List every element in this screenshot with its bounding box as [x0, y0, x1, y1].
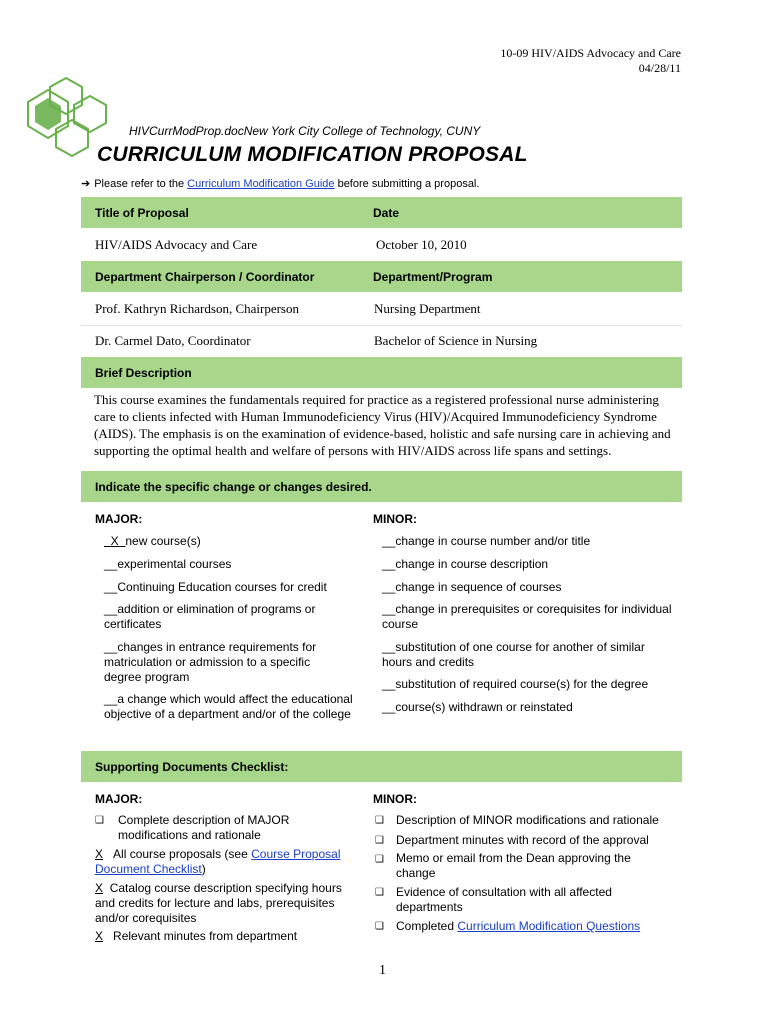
- date-line: 04/28/11: [638, 61, 681, 75]
- minor-doc-description: Description of MINOR modifications and rationale: [396, 813, 659, 827]
- minor-change-sequence[interactable]: __change in sequence of courses: [382, 580, 562, 594]
- major-change-entrance[interactable]: __changes in entrance requirements for matriculation or admission to a specific degree program: [104, 640, 317, 684]
- checkbox-icon[interactable]: ❑: [375, 854, 384, 865]
- curriculum-questions-link[interactable]: Curriculum Modification Questions: [457, 919, 641, 933]
- course-proposals-suffix: ): [201, 862, 206, 876]
- row-divider: [81, 325, 682, 326]
- minor-change-withdrawn[interactable]: __course(s) withdrawn or reinstated: [382, 700, 573, 714]
- supporting-minor-label: MINOR:: [373, 792, 417, 806]
- arrow-right-icon: ➔: [81, 178, 91, 190]
- document-filename-line: HIVCurrModProp.docNew York City College of Technology, CUNY: [129, 124, 481, 138]
- new-course-text: new course(s): [125, 534, 201, 548]
- supporting-docs-label: Supporting Documents Checklist:: [95, 759, 289, 774]
- title-date-header-bar: [81, 197, 682, 228]
- check-mark: X: [95, 847, 104, 861]
- guide-note: [81, 177, 479, 190]
- brief-description-text: This course examines the fundamentals required for practice as a registered professional nurse administering care to clients infected with Human Immunodeficiency Virus (HIV)/Acquired Immunodeficiency Syndrome (AIDS). The emphasis is on the examination of evidence-based, holistic and safe nursing care in achieving and supporting the optimal health and welfare of persons with HIV/AIDS across life spans and settings.: [94, 392, 671, 458]
- curriculum-guide-link[interactable]: Curriculum Modification Guide: [187, 178, 335, 190]
- page-title: CURRICULUM MODIFICATION PROPOSAL: [97, 143, 528, 166]
- checkbox-icon[interactable]: ❑: [95, 815, 104, 826]
- major-change-new-course[interactable]: [104, 534, 354, 549]
- catalog-text: Catalog course description specifying hours and credits for lecture and labs, prerequisites and/or corequisites: [95, 881, 342, 925]
- note-suffix: before submitting a proposal.: [334, 178, 480, 190]
- changes-label: Indicate the specific change or changes desired.: [95, 479, 372, 494]
- checkbox-icon[interactable]: ❑: [375, 887, 384, 898]
- checkbox-icon[interactable]: ❑: [375, 815, 384, 826]
- changes-minor-label: MINOR:: [373, 512, 417, 526]
- supporting-docs-header-bar: [81, 751, 682, 782]
- date-label: Date: [373, 205, 400, 220]
- major-doc-minutes: [95, 929, 365, 944]
- coordinator-value: Dr. Carmel Dato, Coordinator: [95, 333, 251, 348]
- minor-change-description[interactable]: __change in course description: [382, 557, 549, 571]
- brief-description-label: Brief Description: [95, 365, 192, 380]
- course-proposal-checklist-link[interactable]: Course Proposal Document Checklist: [95, 847, 341, 876]
- major-doc-description: Complete description of MAJOR modifications and rationale: [118, 813, 290, 842]
- brief-description-header-bar: [81, 357, 682, 388]
- major-change-programs[interactable]: __addition or elimination of programs or certificates: [104, 602, 316, 631]
- changes-header-bar: [81, 471, 682, 502]
- major-doc-catalog: [95, 881, 365, 926]
- check-mark: X: [95, 929, 104, 943]
- title-of-proposal-label: Title of Proposal: [95, 205, 189, 220]
- minor-doc-consultation: Evidence of consultation with all affected departments: [396, 885, 612, 914]
- major-doc-course-proposals: [95, 847, 365, 877]
- questions-prefix: Completed: [396, 919, 458, 933]
- proposal-title-value: HIV/AIDS Advocacy and Care: [95, 237, 258, 252]
- minor-change-prerequisites[interactable]: __change in prerequisites or corequisites for individual course: [382, 602, 672, 631]
- minor-doc-dean-memo: Memo or email from the Dean approving the change: [396, 851, 631, 880]
- major-change-continuing-ed[interactable]: __Continuing Education courses for credit: [104, 580, 327, 594]
- document-header: [500, 46, 681, 76]
- new-course-mark: X: [110, 534, 119, 548]
- page-number: 1: [379, 963, 386, 978]
- minor-doc-questions: [396, 919, 686, 934]
- minor-change-number-title[interactable]: __change in course number and/or title: [382, 534, 591, 548]
- chairperson-label: Department Chairperson / Coordinator: [95, 269, 315, 284]
- department-label: Department/Program: [373, 269, 493, 284]
- minutes-text: Relevant minutes from department: [113, 929, 298, 943]
- supporting-major-label: MAJOR:: [95, 792, 143, 806]
- proposal-date-value: October 10, 2010: [376, 237, 467, 252]
- major-change-objective[interactable]: __a change which would affect the educational objective of a department and/or of the college: [104, 692, 353, 721]
- minor-doc-dept-minutes: Department minutes with record of the approval: [396, 833, 649, 847]
- checkbox-icon[interactable]: ❑: [375, 835, 384, 846]
- department-value: Nursing Department: [374, 301, 481, 316]
- major-change-experimental[interactable]: __experimental courses: [104, 557, 232, 571]
- checkbox-icon[interactable]: ❑: [375, 921, 384, 932]
- chair-dept-header-bar: [81, 261, 682, 292]
- program-value: Bachelor of Science in Nursing: [374, 333, 538, 348]
- note-prefix: Please refer to the: [94, 178, 188, 190]
- course-proposals-prefix: All course proposals (see: [113, 847, 252, 861]
- course-line: 10-09 HIV/AIDS Advocacy and Care: [500, 46, 681, 60]
- chairperson-value: Prof. Kathryn Richardson, Chairperson: [95, 301, 299, 316]
- check-mark: X: [95, 881, 104, 895]
- minor-change-substitution[interactable]: __substitution of one course for another of similar hours and credits: [382, 640, 645, 669]
- changes-major-label: MAJOR:: [95, 512, 143, 526]
- minor-change-required-course[interactable]: __substitution of required course(s) for the degree: [382, 677, 649, 691]
